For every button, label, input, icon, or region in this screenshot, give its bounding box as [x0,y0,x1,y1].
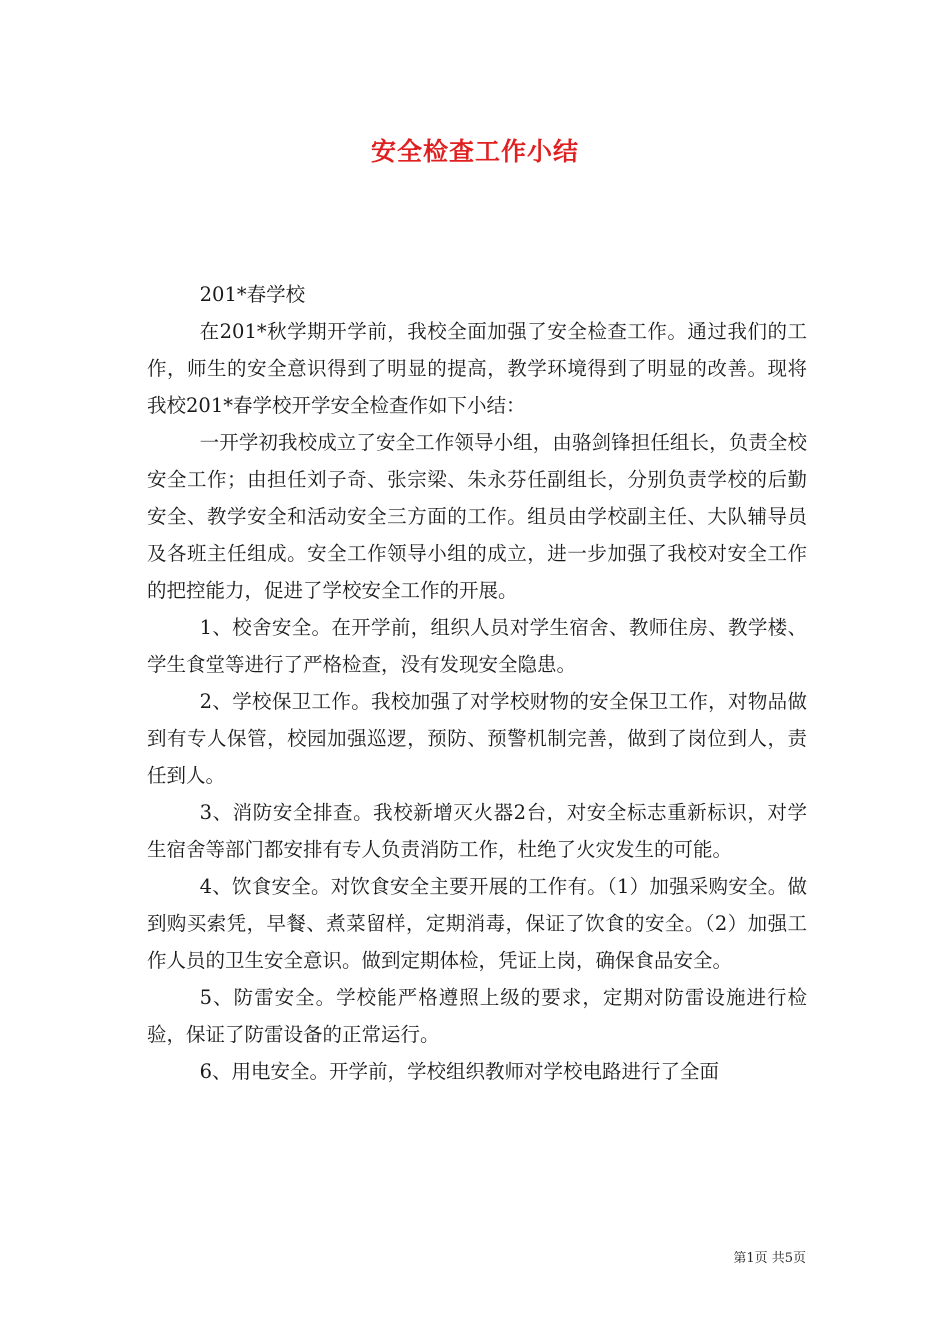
paragraph-item-2: 2、学校保卫工作。我校加强了对学校财物的安全保卫工作，对物品做到有专人保管，校园加强巡逻，预防、预警机制完善，做到了岗位到人，责任到人。 [147,690,807,787]
document-body [147,276,807,1090]
paragraph-school-name: 201*春学校 [199,283,306,306]
page-number-footer: 第1页 共5页 [733,1251,806,1266]
paragraph-leadership: 一开学初我校成立了安全工作领导小组，由骆剑锋担任组长，负责全校安全工作；由担任刘子奇、张宗梁、朱永芬任副组长，分别负责学校的后勤安全、教学安全和活动安全三方面的工作。组员由学校副主任、大队辅导员及各班主任组成。安全工作领导小组的成立，进一步加强了我校对安全工作的把控能力，促进了学校安全工作的开展。 [147,431,807,602]
paragraph-item-4: 4、饮食安全。对饮食安全主要开展的工作有。（1）加强采购安全。做到购买索凭，早餐、煮菜留样，定期消毒，保证了饮食的安全。（2）加强工作人员的卫生安全意识。做到定期体检，凭证上岗，确保食品安全。 [147,875,807,972]
paragraph-intro: 在201*秋学期开学前，我校全面加强了安全检查工作。通过我们的工作，师生的安全意识得到了明显的提高，教学环境得到了明显的改善。现将我校201*春学校开学安全检查作如下小结： [147,320,807,417]
paragraph-item-1: 1、校舍安全。在开学前，组织人员对学生宿舍、教师住房、教学楼、学生食堂等进行了严格检查，没有发现安全隐患。 [147,616,807,676]
document-title: 安全检查工作小结 [370,137,579,166]
paragraph-item-5: 5、防雷安全。学校能严格遵照上级的要求，定期对防雷设施进行检验，保证了防雷设备的正常运行。 [147,986,807,1046]
paragraph-item-6: 6、用电安全。开学前，学校组织教师对学校电路进行了全面 [199,1060,720,1083]
paragraph-item-3: 3、消防安全排查。我校新增灭火器2台，对安全标志重新标识，对学生宿舍等部门都安排有专人负责消防工作，杜绝了火灾发生的可能。 [147,801,807,861]
